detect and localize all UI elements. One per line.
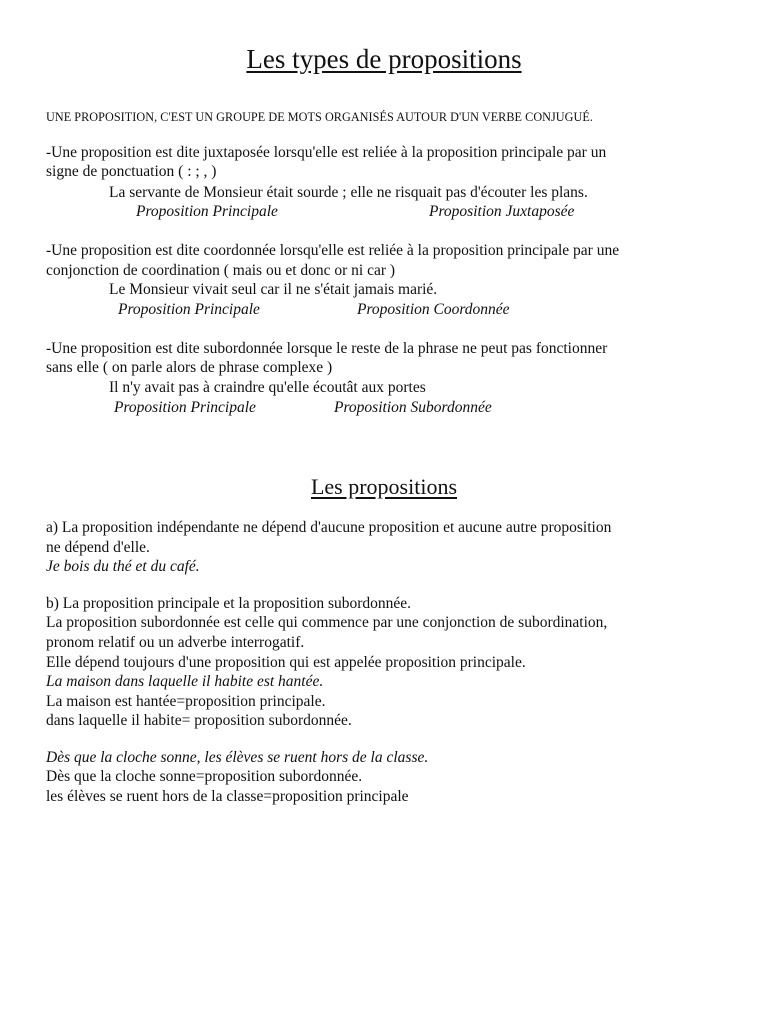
page-title: Les types de propositions [246, 44, 522, 74]
section-b-line1: La proposition subordonnée est celle qui commence par une conjonction de subordination, [46, 614, 608, 631]
section-subtitle: Les propositions [310, 474, 458, 499]
coordonnee-line1: -Une proposition est dite coordonnée lorsqu'elle est reliée à la proposition principale par une [46, 242, 620, 259]
subordonnee-line2: sans elle ( on parle alors de phrase complexe ) [46, 359, 333, 376]
section-b-example1: La maison dans laquelle il habite est hantée. [46, 673, 324, 690]
section-b-line3: Elle dépend toujours d'une proposition qui est appelée proposition principale. [46, 654, 526, 671]
section-b-heading: b) La proposition principale et la proposition subordonnée. [46, 595, 412, 612]
section-b-example2-subordonnee: Dès que la cloche sonne=proposition subordonnée. [46, 768, 363, 785]
coordonnee-line2: conjonction de coordination ( mais ou et donc or ni car ) [46, 262, 396, 279]
section-a-line1: a) La proposition indépendante ne dépend d'aucune proposition et aucune autre proposition [46, 519, 612, 536]
juxtaposee-label-juxtaposee: Proposition Juxtaposée [429, 203, 575, 220]
subordonnee-label-principale: Proposition Principale [114, 399, 256, 416]
subordonnee-example: Il n'y avait pas à craindre qu'elle écoutât aux portes [109, 379, 426, 396]
section-b-line2: pronom relatif ou un adverbe interrogatif. [46, 634, 305, 651]
subordonnee-line1: -Une proposition est dite subordonnée lorsque le reste de la phrase ne peut pas fonctionner [46, 340, 608, 357]
section-b-example2-principale: les élèves se ruent hors de la classe=proposition principale [46, 788, 409, 805]
section-a-line2: ne dépend d'elle. [46, 539, 150, 556]
juxtaposee-line2: signe de ponctuation ( : ; , ) [46, 163, 217, 180]
definition-text: UNE PROPOSITION, C'EST UN GROUPE DE MOTS ORGANISÉS AUTOUR D'UN VERBE CONJUGUÉ. [46, 110, 593, 124]
coordonnee-label-coordonnee: Proposition Coordonnée [357, 301, 510, 318]
subordonnee-label-subordonnee: Proposition Subordonnée [334, 399, 492, 416]
coordonnee-label-principale: Proposition Principale [118, 301, 260, 318]
coordonnee-example: Le Monsieur vivait seul car il ne s'était jamais marié. [109, 281, 438, 298]
section-b-example1-principale: La maison est hantée=proposition principale. [46, 693, 326, 710]
section-b-example1-subordonnee: dans laquelle il habite= proposition subordonnée. [46, 712, 352, 729]
section-b-example2: Dès que la cloche sonne, les élèves se ruent hors de la classe. [46, 749, 429, 766]
section-a-example: Je bois du thé et du café. [46, 558, 200, 575]
juxtaposee-example: La servante de Monsieur était sourde ; elle ne risquait pas d'écouter les plans. [109, 184, 588, 201]
juxtaposee-line1: -Une proposition est dite juxtaposée lorsqu'elle est reliée à la proposition principale par un [46, 144, 607, 161]
juxtaposee-label-principale: Proposition Principale [136, 203, 278, 220]
